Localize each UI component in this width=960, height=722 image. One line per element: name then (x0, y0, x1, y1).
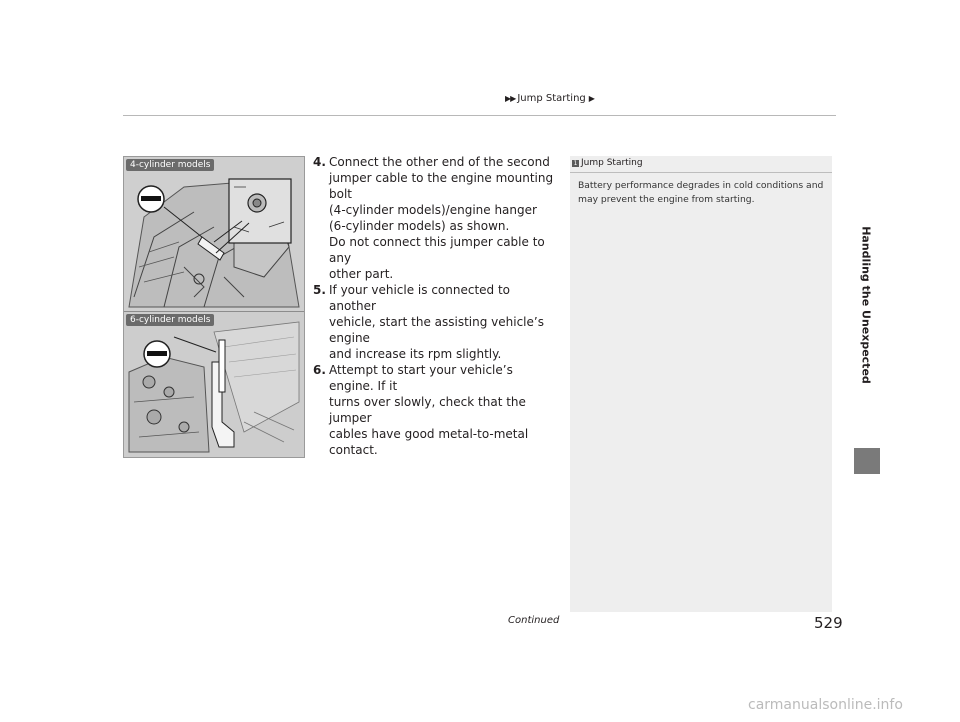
arrow-icon: ▶ (588, 94, 595, 103)
engine-illustration (123, 156, 305, 458)
instruction-steps (313, 154, 558, 458)
note-header (570, 156, 832, 173)
step-text: If your vehicle is connected to another vehicle, start the assisting vehicle’s engine and increase its rpm slightly. (329, 283, 544, 361)
breadcrumb-label: Jump Starting (517, 93, 586, 104)
double-arrow-icon: ▶▶ (505, 94, 516, 103)
note-title: Jump Starting (581, 158, 643, 168)
engine-drawing-6-cylinder (124, 312, 304, 457)
section-tab-label: Handling the Unexpected (859, 226, 873, 384)
step-number: 6. (313, 363, 326, 377)
figure-label-6-cylinder: 6-cylinder models (126, 314, 214, 326)
step-number: 4. (313, 155, 326, 169)
step-4 (313, 154, 558, 282)
step-5 (313, 282, 558, 362)
watermark: carmanualsonline.info (748, 697, 903, 713)
figure-panel-4-cylinder (124, 157, 304, 312)
step-text: Connect the other end of the second jumper cable to the engine mounting bolt (4-cylinder models)/engine hanger (6-cylinder models) as shown. Do not connect this jumper cable to any other part. (329, 155, 554, 281)
continued-label: Continued (508, 615, 560, 626)
section-tab (854, 448, 880, 474)
engine-drawing-4-cylinder (124, 157, 304, 311)
step-6 (313, 362, 558, 458)
step-text: Attempt to start your vehicle’s engine. If it turns over slowly, check that the jumper cables have good metal-to-metal contact. (329, 363, 529, 457)
page-number: 529 (814, 614, 843, 632)
header-rule (123, 115, 836, 116)
step-number: 5. (313, 283, 326, 297)
figure-label-4-cylinder: 4-cylinder models (126, 159, 214, 171)
figure-panel-6-cylinder (124, 312, 304, 457)
breadcrumb (505, 93, 595, 104)
side-note (570, 156, 832, 612)
note-body: Battery performance degrades in cold conditions and may prevent the engine from starting. (578, 180, 824, 205)
note-icon: 1 (573, 159, 578, 167)
